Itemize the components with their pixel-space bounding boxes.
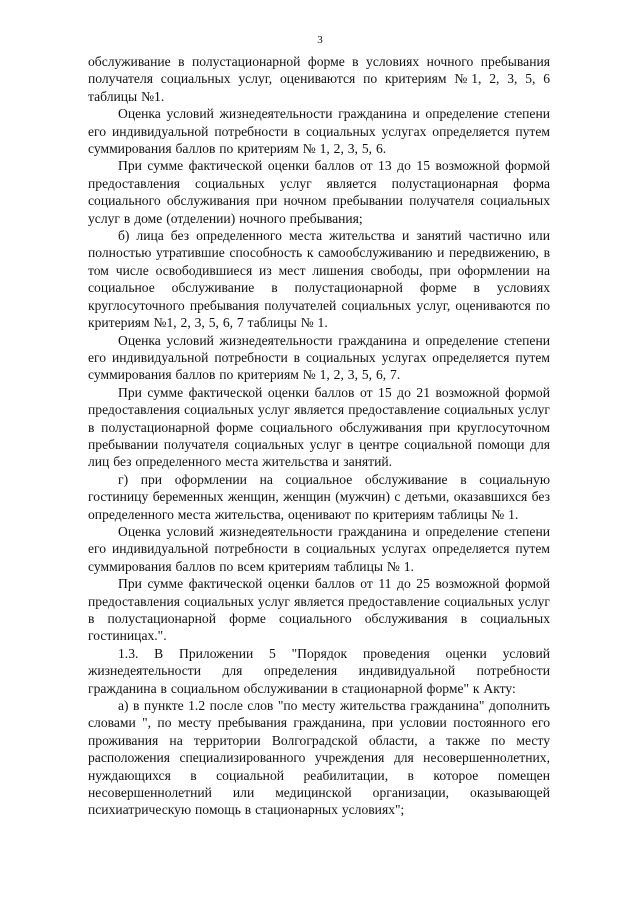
paragraph-item-b: б) лица без определенного места жительства и занятий частично или полностью утратившие способность к самообслуживанию и передвижению, в том числе освободившиеся из мест лишения свободы, при оформлении на социальное обслуживание в полустационарной форме в условиях круглосуточного пребывания получателей социальных услуг, оцениваются по критериям №1, 2, 3, 5, 6, 7 таблицы № 1. [88,228,550,331]
paragraph-continuation: обслуживание в полустационарной форме в условиях ночного пребывания получателя социальных услуг, оцениваются по критериям №1, 2, 3, 5, 6 таблицы №1. [88,54,550,104]
paragraph-assessment-2: Оценка условий жизнедеятельности гражданина и определение степени его индивидуальной потребности в социальных услугах определяется путем суммирования баллов по критериям № 1, 2, 3, 5, 6, 7. [88,332,550,383]
paragraph-score-range-3: При сумме фактической оценки баллов от 11 до 25 возможной формой предоставления социальных услуг является предоставление социальных услуг в полустационарной форме социального обслуживания в социальных гостиницах.". [88,576,550,644]
paragraph-item-a: а) в пункте 1.2 после слов "по месту жительства гражданина" дополнить словами ", по месту пребывания гражданина, при условии постоянного его проживания на территории Волгоградской области, а также по месту расположения специализированного учреждения для несовершеннолетних, нуждающихся в социальной реабилитации, в которое помещен несовершеннолетний или медицинской организации, оказывающей психиатрическую помощь в стационарных условиях"; [88,698,550,818]
paragraph-assessment-3: Оценка условий жизнедеятельности гражданина и определение степени его индивидуальной потребности в социальных услугах определяется путем суммирования баллов по всем критериям таблицы № 1. [88,523,550,574]
paragraph-score-range-2: При сумме фактической оценки баллов от 15 до 21 возможной формой предоставления социальных услуг является предоставление социальных услуг в полустационарной форме социального обслуживания при круглосуточном пребывании получателя социальных услуг в центре социальной помощи для лиц без определенного места жительства и занятий. [88,384,550,470]
document-body [88,53,550,819]
paragraph-assessment-1: Оценка условий жизнедеятельности гражданина и определение степени его индивидуальной потребности в социальных услугах определяется путем суммирования баллов по критериям № 1, 2, 3, 5, 6. [88,106,550,157]
paragraph-score-range-1: При сумме фактической оценки баллов от 13 до 15 возможной формой предоставления социальных услуг является полустационарная форма социального обслуживания при ночном пребывании получателя социальных услуг в доме (отделении) ночного пребывания; [88,158,550,226]
paragraph-section-1-3: 1.3. В Приложении 5 "Порядок проведения оценки условий жизнедеятельности для определения индивидуальной потребности гражданина в социальном обслуживании в стационарной форме" к Акту: [88,645,550,696]
page-number: 3 [317,34,323,46]
paragraph-item-g: г) при оформлении на социальное обслуживание в социальную гостиницу беременных женщин, женщин (мужчин) с детьми, оказавшихся без определенного места жительства, оценивают по критериям таблицы № 1. [88,471,550,522]
